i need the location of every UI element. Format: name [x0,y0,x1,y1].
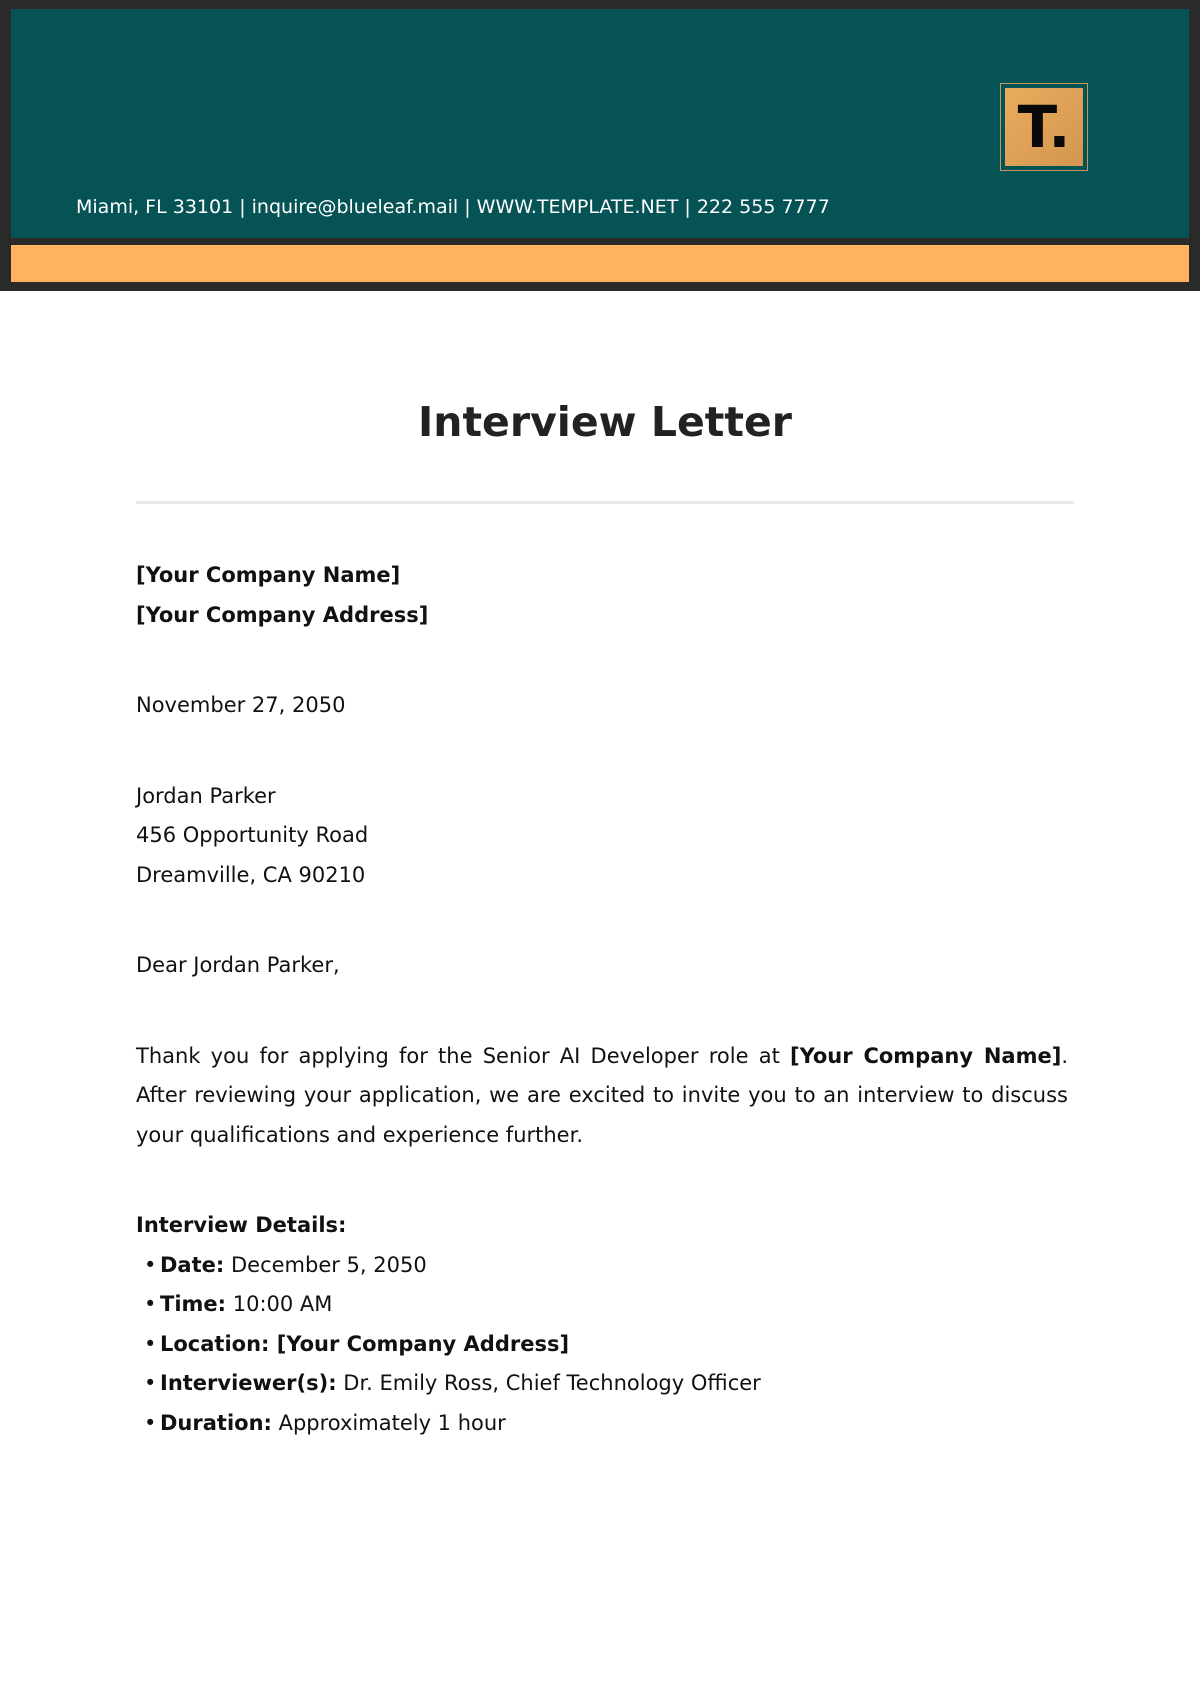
logo-mark: T. [1005,88,1083,166]
bullet-icon: • [144,1292,157,1316]
title-divider [136,501,1074,504]
detail-label: Interviewer(s): [160,1371,337,1395]
letter-date: November 27, 2050 [136,693,346,717]
letter-body [136,556,1068,1443]
detail-item-date [136,1246,1068,1286]
recipient-name: Jordan Parker [136,783,276,808]
salutation: Dear Jordan Parker, [136,953,340,977]
sender-company-name: [Your Company Name] [136,563,401,587]
interview-details-list [136,1246,1068,1444]
letterhead [0,0,1200,291]
detail-item-duration [136,1404,1068,1444]
body-company-name: [Your Company Name] [790,1043,1062,1068]
detail-value: Dr. Emily Ross, Chief Technology Officer [336,1371,761,1395]
detail-label: Duration: [160,1410,272,1435]
company-logo [1000,83,1088,171]
body-paragraph [136,1037,1068,1156]
detail-label: Time: [160,1292,227,1316]
bullet-icon: • [144,1371,157,1395]
bullet-icon: • [144,1331,157,1356]
detail-value: December 5, 2050 [224,1252,427,1277]
accent-bar [11,245,1189,282]
contact-info: Miami, FL 33101 | inquire@blueleaf.mail | WWW.TEMPLATE.NET | 222 555 7777 [76,196,830,218]
body-text-end: . After reviewing your application, we are excited to invite you to an interview to discuss your qualifications and experience further. [136,1043,1068,1147]
recipient-street: 456 Opportunity Road [136,823,369,847]
detail-value: Approximately 1 hour [271,1410,506,1435]
document-title: Interview Letter [418,398,792,446]
detail-item-location [136,1325,1068,1365]
detail-label: Date: [160,1252,225,1277]
body-text-start: Thank you for applying for the Senior AI Developer role at [136,1043,790,1068]
details-heading: Interview Details: [136,1213,347,1237]
recipient-city: Dreamville, CA 90210 [136,862,366,887]
bullet-icon: • [144,1410,157,1435]
detail-item-time [136,1285,1068,1325]
sender-company-address: [Your Company Address] [136,602,429,627]
bullet-icon: • [144,1252,157,1277]
detail-item-interviewers [136,1364,1068,1404]
detail-label: Location: [Your Company Address] [160,1331,570,1356]
detail-value: 10:00 AM [226,1292,333,1316]
